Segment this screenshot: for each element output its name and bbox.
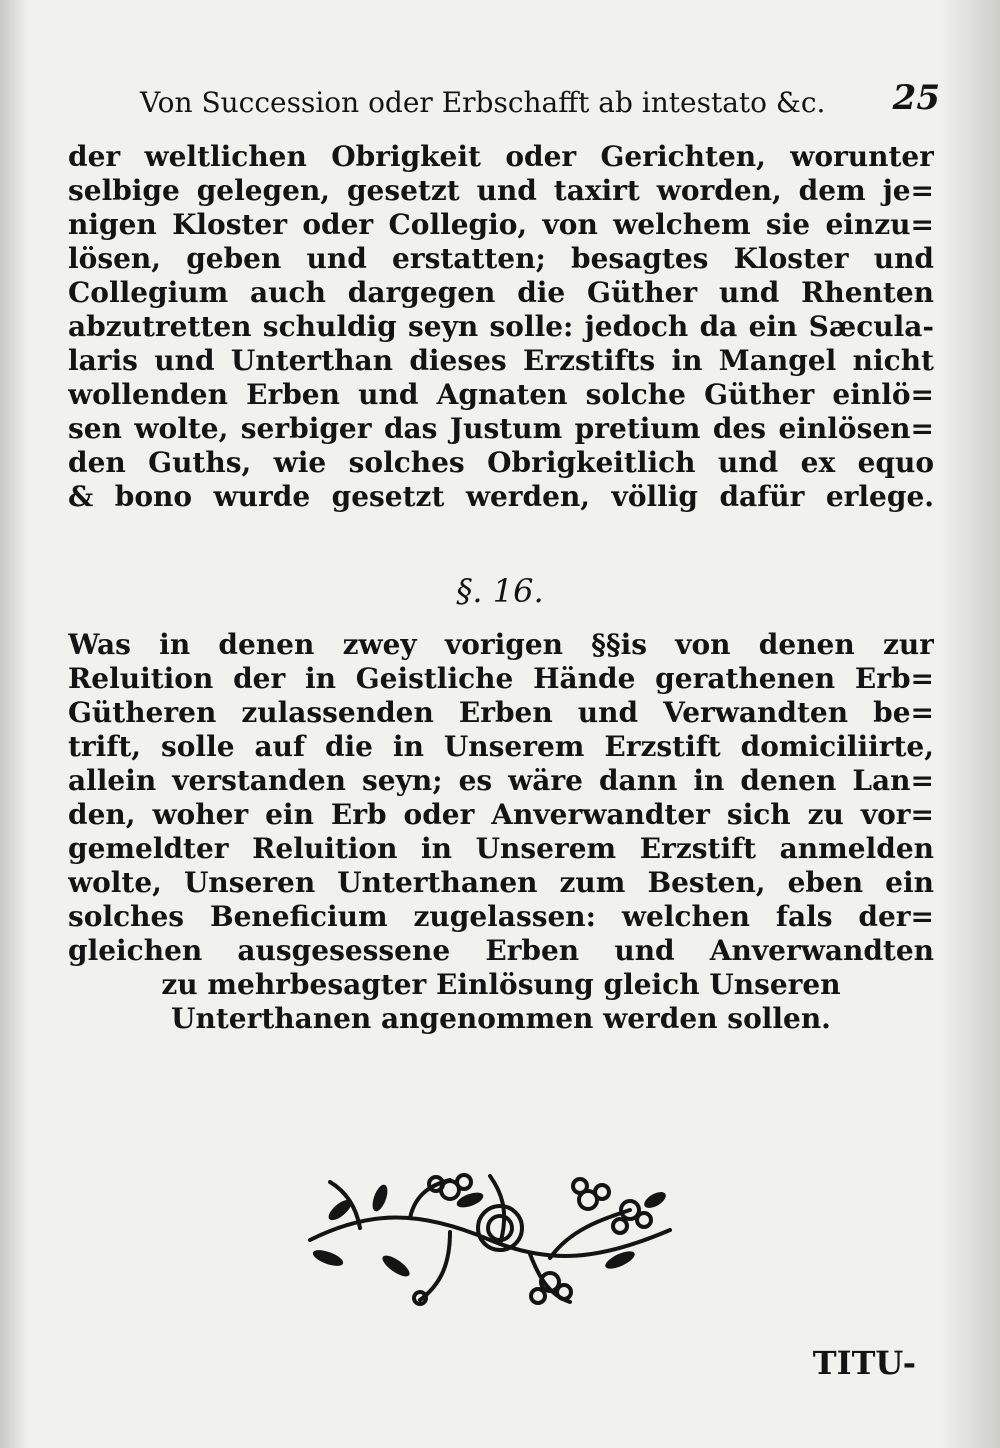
text-line: Collegium auch dargegen die Güther und Rhenten bbox=[68, 276, 934, 309]
text-line: abzutretten schuldig seyn solle: jedoch da ein Sæcula- bbox=[68, 310, 934, 343]
text-line: lösen, geben und erstatten; besagtes Kloster und bbox=[68, 242, 934, 275]
catchword: TITU- bbox=[812, 1344, 916, 1382]
text-line: solches Beneficium zugelassen: welchen fals der= bbox=[68, 900, 934, 933]
text-line: Was in denen zwey vorigen §§is von denen zur bbox=[68, 628, 934, 661]
text-line: selbige gelegen, gesetzt und taxirt worden, dem je= bbox=[68, 174, 934, 207]
floral-vignette-icon bbox=[300, 1170, 680, 1310]
paragraph-2 bbox=[68, 628, 934, 1036]
text-line: wollenden Erben und Agnaten solche Güther einlö= bbox=[68, 378, 934, 411]
text-line: gemeldter Reluition in Unserem Erzstift anmelden bbox=[68, 832, 934, 865]
text-line-centered: Unterthanen angenommen werden sollen. bbox=[171, 1002, 831, 1035]
text-line: Reluition der in Geistliche Hände gerathenen Erb= bbox=[68, 662, 934, 695]
text-line: trift, solle auf die in Unserem Erzstift domiciliirte, bbox=[68, 730, 934, 763]
paragraph-1 bbox=[68, 140, 934, 514]
text-line: Gütheren zulassenden Erben und Verwandten be= bbox=[68, 696, 934, 729]
page-header bbox=[140, 78, 940, 130]
page-shadow-right bbox=[940, 0, 1000, 1448]
text-line: nigen Kloster oder Collegio, von welchem sie einzu= bbox=[68, 208, 934, 241]
text-line: sen wolte, serbiger das Justum pretium des einlösen= bbox=[68, 412, 934, 445]
text-line: den Guths, wie solches Obrigkeitlich und ex equo bbox=[68, 446, 934, 479]
text-line: wolte, Unseren Unterthanen zum Besten, eben ein bbox=[68, 866, 934, 899]
text-line: allein verstanden seyn; es wäre dann in denen Lan= bbox=[68, 764, 934, 797]
text-line: der weltlichen Obrigkeit oder Gerichten, worunter bbox=[68, 140, 934, 173]
section-heading: §. 16. bbox=[456, 572, 544, 610]
page-shadow-left bbox=[0, 0, 28, 1448]
text-line: laris und Unterthan dieses Erzstifts in Mangel nicht bbox=[68, 344, 934, 377]
text-line: den, woher ein Erb oder Anverwandter sich zu vor= bbox=[68, 798, 934, 831]
text-line: & bono wurde gesetzt werden, völlig dafür erlege. bbox=[68, 480, 934, 513]
text-line-centered: zu mehrbesagter Einlösung gleich Unseren bbox=[161, 968, 841, 1001]
running-head: Von Succession oder Erbschafft ab intestato &c. bbox=[140, 86, 826, 119]
text-line: gleichen ausgesessene Erben und Anverwandten bbox=[68, 934, 934, 967]
page-number: 25 bbox=[892, 78, 940, 118]
